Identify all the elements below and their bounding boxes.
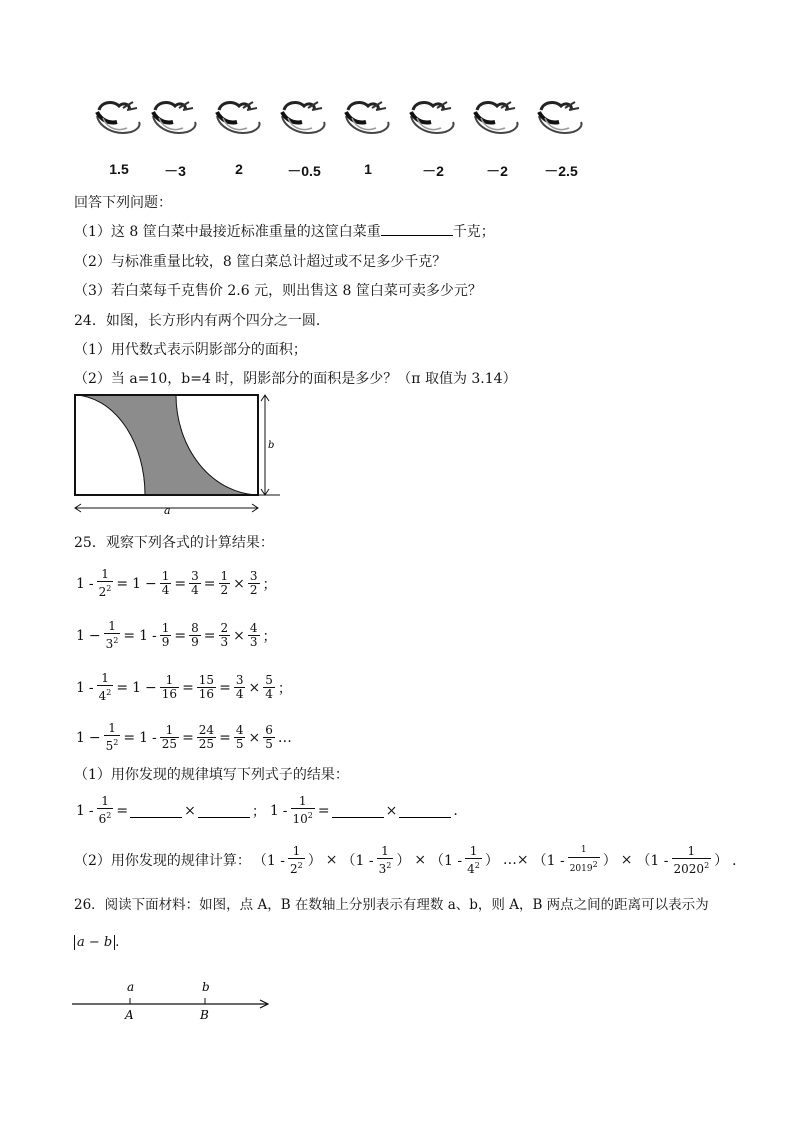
answer-blank bbox=[130, 804, 182, 818]
q23-intro: 回答下列问题： bbox=[74, 195, 172, 211]
q25-part1: （1）用你发现的规律填写下列式子的结果： bbox=[74, 767, 349, 783]
abs-value-expression: a − b . bbox=[74, 935, 119, 950]
q26-text: 26．阅读下面材料：如图，点 A，B 在数轴上分别表示有理数 a、b，则 A，B 两点之间的距离可以表示为 bbox=[74, 897, 709, 913]
q25-part2-formula: （2）用你发现的规律计算： （1 - $\frac{1}{2^2}$ ） × （1 - $\frac{1}{3^2}$ ） × （1 - $\frac{1}{4^2}$ ） …× （1 - $\frac{1}{2019^2}$ ） × （1 - $\frac{1}{2020^2}$ ） ． bbox=[74, 843, 747, 876]
q24-part1: （1）用代数式表示阴影部分的面积； bbox=[74, 342, 307, 358]
q25-part1-formula: 1 - $\frac{1}{6^2}$ = × ； 1 - $\frac{1}{10^2}$ = × . bbox=[76, 794, 458, 826]
answer-blank bbox=[332, 804, 384, 818]
cabbage-basket-icon bbox=[535, 98, 587, 140]
q23-part1-text: （1）这 8 筐白菜中最接近标准重量的这筐白菜重 bbox=[74, 224, 381, 240]
rectangle-quarter-circles-figure bbox=[70, 390, 290, 515]
answer-blank bbox=[381, 222, 453, 236]
cabbage-value: －2 bbox=[486, 163, 508, 179]
label-A: A bbox=[125, 1008, 134, 1022]
q25-title: 25．观察下列各式的计算结果： bbox=[74, 535, 274, 551]
q25-part2-text: （2）用你发现的规律计算： bbox=[74, 853, 251, 869]
label-B: B bbox=[200, 1008, 209, 1022]
answer-blank bbox=[198, 804, 250, 818]
cabbage-value: －2.5 bbox=[544, 163, 578, 179]
q25-formula-row: 1 − $\frac{1}{3^2}$ = 1 - $\frac{1}{9}$ = $\frac{8}{9}$ = $\frac{2}{3}$ × $\frac{4}{3}$ ； bbox=[76, 619, 277, 651]
cabbage-basket-icon bbox=[342, 98, 394, 140]
answer-blank bbox=[399, 804, 451, 818]
cabbage-basket-icon bbox=[278, 98, 330, 140]
q23-part2: （2）与标准重量比较，8 筐白菜总计超过或不足多少千克？ bbox=[74, 254, 447, 270]
label-a: a bbox=[127, 980, 135, 994]
shaded-region bbox=[75, 395, 258, 495]
label-b: b bbox=[268, 440, 275, 451]
cabbage-basket-icon bbox=[471, 98, 523, 140]
q24-part2: （2）当 a=10，b=4 时，阴影部分的面积是多少？（π 取值为 3.14） bbox=[74, 371, 517, 387]
label-b: b bbox=[202, 980, 210, 994]
cabbage-value: 1.5 bbox=[109, 161, 129, 177]
cabbage-basket-icon bbox=[213, 98, 265, 140]
cabbage-basket-icon bbox=[407, 98, 459, 140]
number-line-figure bbox=[70, 975, 280, 1025]
q23-part1 bbox=[74, 221, 495, 241]
q25-formula-row: 1 - $\frac{1}{4^2}$ = 1 − $\frac{1}{16}$ = $\frac{15}{16}$ = $\frac{3}{4}$ × $\frac{5}{4}$ ； bbox=[76, 671, 292, 703]
q24-title: 24．如图，长方形内有两个四分之一圆． bbox=[74, 313, 330, 329]
label-a: a bbox=[164, 504, 171, 515]
cabbage-value: －2 bbox=[422, 163, 444, 179]
cabbage-basket-icon bbox=[93, 98, 145, 140]
cabbage-value: －0.5 bbox=[287, 163, 321, 179]
q23-part3: （3）若白菜每千克售价 2.6 元，则出售这 8 筐白菜可卖多少元？ bbox=[74, 283, 482, 299]
cabbage-value: 1 bbox=[364, 161, 372, 177]
q25-formula-row: 1 − $\frac{1}{5^2}$ = 1 - $\frac{1}{25}$ = $\frac{24}{25}$ = $\frac{4}{5}$ × $\frac{6}{5}$ … bbox=[76, 721, 292, 753]
cabbage-value: 2 bbox=[235, 161, 243, 177]
q25-formula-row: 1 - $\frac{1}{2^2}$ = 1 − $\frac{1}{4}$ = $\frac{3}{4}$ = $\frac{1}{2}$ × $\frac{3}{2}$ ； bbox=[76, 567, 277, 599]
cabbage-basket-icon bbox=[149, 98, 201, 140]
q23-part1-unit: 千克； bbox=[452, 224, 495, 240]
cabbage-value: －3 bbox=[164, 163, 186, 179]
